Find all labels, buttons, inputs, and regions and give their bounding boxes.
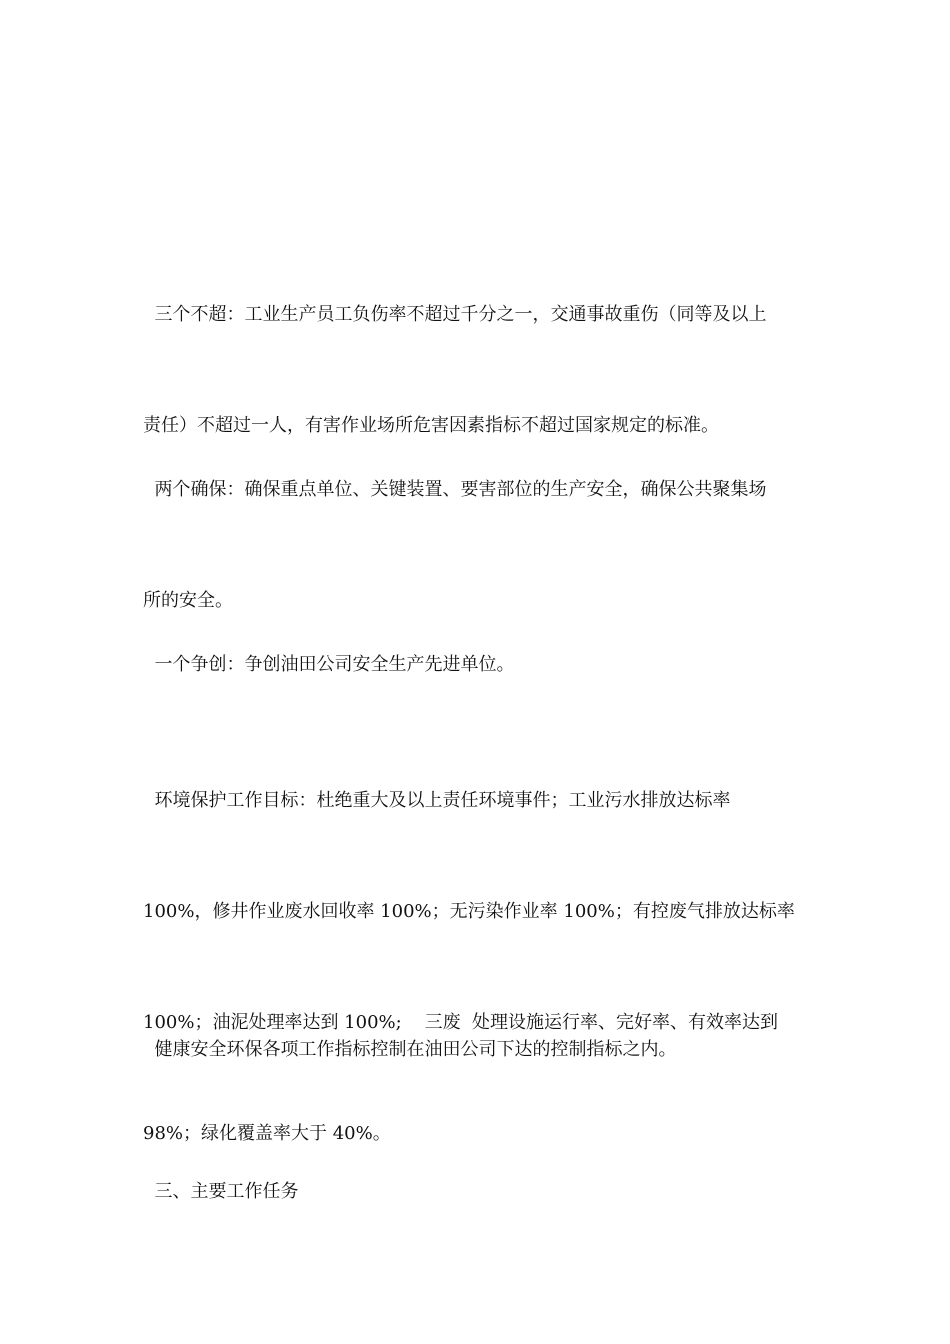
text-line: 所的安全。 — [143, 590, 233, 611]
text-line: 三、主要工作任务 — [143, 1181, 299, 1202]
text-line: 三个不超：工业生产员工负伤率不超过千分之一，交通事故重伤（同等及以上 — [143, 304, 767, 325]
text-line: 两个确保：确保重点单位、关键装置、要害部位的生产安全，确保公共聚集场 — [143, 479, 767, 500]
text-line: 100%，修井作业废水回收率 100%；无污染作业率 100%；有控废气排放达标率 — [143, 901, 795, 922]
text-line: 环境保护工作目标：杜绝重大及以上责任环境事件；工业污水排放达标率 — [143, 790, 731, 811]
section-heading-main-tasks — [143, 1099, 815, 1284]
text-line: 健康安全环保各项工作指标控制在油田公司下达的控制指标之内。 — [143, 1039, 677, 1060]
text-line: 一个争创：争创油田公司安全生产先进单位。 — [143, 654, 515, 675]
text-line: 98%；绿化覆盖率大于 40%。 — [143, 1123, 391, 1144]
text-line: 100%；油泥处理率达到 100%; 三废 处理设施运行率、完好率、有效率达到 — [143, 1012, 779, 1033]
text-line: 责任）不超过一人，有害作业场所危害因素指标不超过国家规定的标准。 — [143, 415, 719, 436]
